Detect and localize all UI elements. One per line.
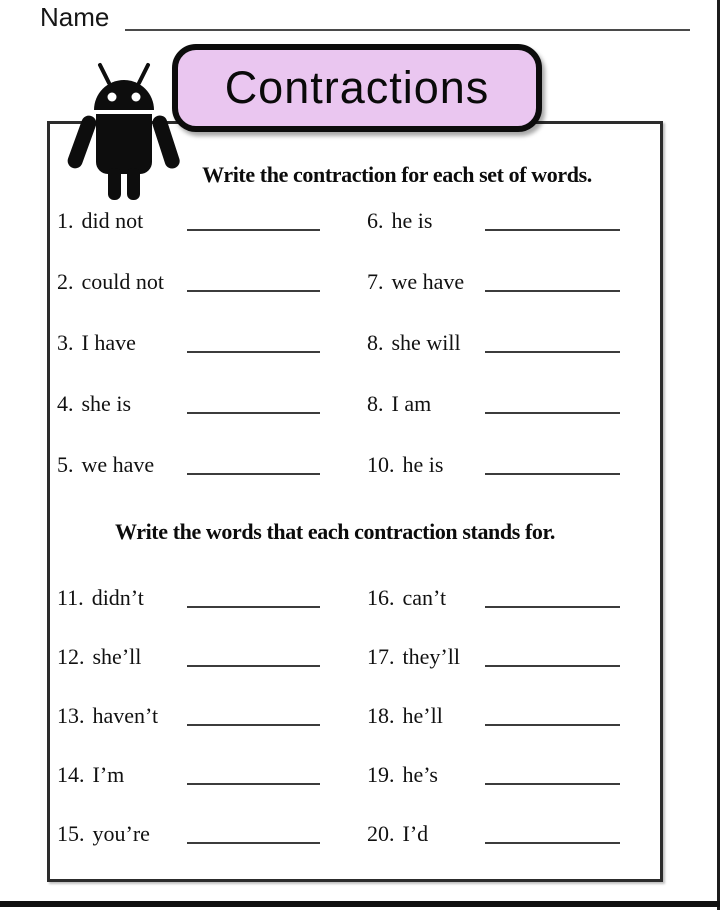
item-number: 13. xyxy=(57,703,85,728)
item-word: she is xyxy=(81,391,131,416)
item-word: we have xyxy=(81,452,155,477)
answer-blank[interactable] xyxy=(187,783,320,785)
answer-blank[interactable] xyxy=(187,290,320,292)
item-word: haven’t xyxy=(92,703,159,728)
worksheet-item xyxy=(367,701,620,729)
item-word: we have xyxy=(391,269,465,294)
android-robot-icon xyxy=(60,56,188,202)
item-word: he’s xyxy=(402,762,438,787)
worksheet-item xyxy=(57,819,320,847)
worksheet-item xyxy=(367,819,620,847)
item-word: didn’t xyxy=(91,585,144,610)
worksheet-item xyxy=(367,389,620,417)
worksheet-item xyxy=(57,701,320,729)
answer-blank[interactable] xyxy=(485,783,620,785)
answer-blank[interactable] xyxy=(485,724,620,726)
item-word: could not xyxy=(81,269,164,294)
item-number: 20. xyxy=(367,821,395,846)
worksheet-item xyxy=(367,328,620,356)
name-input-line[interactable] xyxy=(125,5,690,31)
item-word: he is xyxy=(402,452,444,477)
worksheet-item xyxy=(367,642,620,670)
item-number: 1. xyxy=(57,208,74,233)
item-number: 15. xyxy=(57,821,85,846)
worksheet-item xyxy=(367,583,620,611)
answer-blank[interactable] xyxy=(485,229,620,231)
item-number: 4. xyxy=(57,391,74,416)
item-word: I have xyxy=(81,330,136,355)
section1-instruction: Write the contraction for each set of words. xyxy=(202,162,592,187)
worksheet-item xyxy=(367,450,620,478)
item-word: I’d xyxy=(402,821,429,846)
answer-blank[interactable] xyxy=(187,724,320,726)
item-word: I am xyxy=(391,391,432,416)
item-word: he’ll xyxy=(402,703,443,728)
section2-left-column xyxy=(57,583,320,878)
item-number: 11. xyxy=(57,585,84,610)
item-number: 16. xyxy=(367,585,395,610)
answer-blank[interactable] xyxy=(485,842,620,844)
item-number: 5. xyxy=(57,452,74,477)
item-number: 6. xyxy=(367,208,384,233)
worksheet-item xyxy=(367,206,620,234)
section1-right-column xyxy=(367,206,620,511)
worksheet-item xyxy=(57,450,320,478)
worksheet-item xyxy=(57,389,320,417)
item-number: 17. xyxy=(367,644,395,669)
answer-blank[interactable] xyxy=(187,606,320,608)
item-word: she will xyxy=(391,330,461,355)
answer-blank[interactable] xyxy=(187,842,320,844)
worksheet-item xyxy=(57,583,320,611)
worksheet-item xyxy=(367,760,620,788)
item-word: did not xyxy=(81,208,144,233)
answer-blank[interactable] xyxy=(187,229,320,231)
item-number: 14. xyxy=(57,762,85,787)
worksheet-item xyxy=(57,760,320,788)
answer-blank[interactable] xyxy=(485,351,620,353)
worksheet-item xyxy=(57,267,320,295)
section1-left-column xyxy=(57,206,320,511)
answer-blank[interactable] xyxy=(485,473,620,475)
worksheet-item xyxy=(367,267,620,295)
section2-instruction: Write the words that each contraction stands for. xyxy=(115,519,555,544)
item-word: he is xyxy=(391,208,433,233)
page-bottom-bar xyxy=(0,901,720,907)
item-number: 8. xyxy=(367,330,384,355)
item-word: they’ll xyxy=(402,644,460,669)
item-word: can’t xyxy=(402,585,447,610)
section2-right-column xyxy=(367,583,620,878)
name-label: Name xyxy=(40,2,110,32)
answer-blank[interactable] xyxy=(187,351,320,353)
item-number: 7. xyxy=(367,269,384,294)
worksheet-item xyxy=(57,328,320,356)
title-banner xyxy=(172,44,542,132)
answer-blank[interactable] xyxy=(187,412,320,414)
item-number: 19. xyxy=(367,762,395,787)
item-word: you’re xyxy=(92,821,150,846)
worksheet-item xyxy=(57,642,320,670)
answer-blank[interactable] xyxy=(187,665,320,667)
worksheet-item xyxy=(57,206,320,234)
item-number: 2. xyxy=(57,269,74,294)
answer-blank[interactable] xyxy=(485,290,620,292)
answer-blank[interactable] xyxy=(485,665,620,667)
answer-blank[interactable] xyxy=(485,606,620,608)
answer-blank[interactable] xyxy=(187,473,320,475)
answer-blank[interactable] xyxy=(485,412,620,414)
item-number: 10. xyxy=(367,452,395,477)
page-title: Contractions xyxy=(224,62,490,113)
item-word: I’m xyxy=(92,762,125,787)
item-number: 8. xyxy=(367,391,384,416)
item-number: 18. xyxy=(367,703,395,728)
item-word: she’ll xyxy=(92,644,142,669)
item-number: 12. xyxy=(57,644,85,669)
name-row xyxy=(40,2,690,33)
item-number: 3. xyxy=(57,330,74,355)
